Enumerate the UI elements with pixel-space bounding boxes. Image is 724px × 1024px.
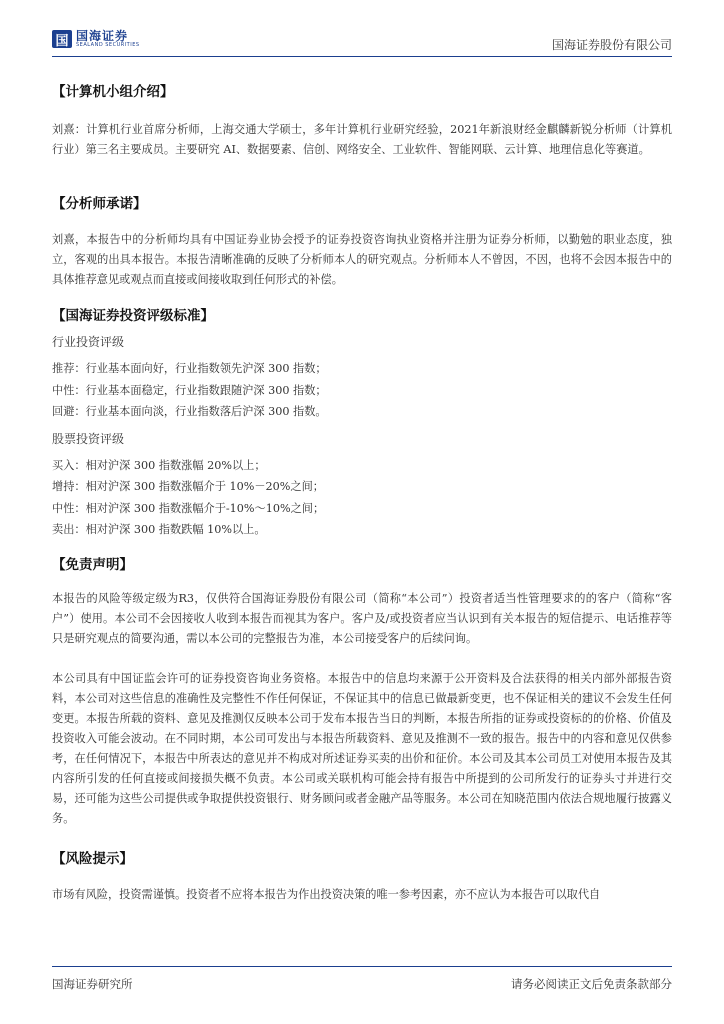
team-section-title: 【计算机小组介绍】 xyxy=(52,84,174,100)
disclaimer-section-title: 【免责声明】 xyxy=(52,556,133,573)
risk-section-title: 【风险提示】 xyxy=(52,850,133,867)
stock-rating-list xyxy=(52,455,672,541)
footer-institute: 国海证券研究所 xyxy=(52,977,133,991)
header-company-name: 国海证券股份有限公司 xyxy=(551,38,672,52)
risk-text: 市场有风险，投资需谨慎。投资者不应将本报告为作出投资决策的唯一参考因素，亦不应认为本报告可以取代自 xyxy=(52,887,601,901)
company-logo xyxy=(52,30,140,48)
page-header xyxy=(52,28,672,54)
industry-rating-title: 行业投资评级 xyxy=(52,335,125,349)
stock-rating-line: 卖出：相对沪深 300 指数跌幅 10%以上。 xyxy=(52,523,266,536)
header-divider xyxy=(52,56,672,57)
stock-rating-line: 增持：相对沪深 300 指数涨幅介于 10%－20%之间； xyxy=(52,480,324,493)
commitment-section-title: 【分析师承诺】 xyxy=(52,196,147,212)
logo-name-en: SEALAND SECURITIES xyxy=(76,42,140,48)
stock-rating-title: 股票投资评级 xyxy=(52,431,125,446)
industry-rating-line: 中性：行业基本面稳定，行业指数跟随沪深 300 指数； xyxy=(52,383,327,397)
industry-rating-line: 回避：行业基本面向淡，行业指数落后沪深 300 指数。 xyxy=(52,405,327,418)
disclaimer-paragraph-1: 本报告的风险等级定级为R3，仅供符合国海证券股份有限公司（简称“本公司”）投资者适当性管理要求的的客户（简称“客户”）使用。本公司不会因接收人收到本报告而视其为客户。客户及/或投资者应当认识到有关本报告的短信提示、电话推荐等只是研究观点的简要沟通，需以本公司的完整报告为准，本公司接受客户的后续问询。 xyxy=(52,591,672,645)
industry-rating-line: 推荐：行业基本面向好，行业指数领先沪深 300 指数； xyxy=(52,362,327,375)
rating-section-title: 【国海证券投资评级标准】 xyxy=(52,308,214,324)
stock-rating-line: 买入：相对沪深 300 指数涨幅 20%以上； xyxy=(52,458,266,472)
footer-disclaimer-note: 请务必阅读正文后免责条款部分 xyxy=(511,977,672,991)
page-content xyxy=(52,82,672,905)
industry-rating-list xyxy=(52,358,672,423)
disclaimer-paragraph-2: 本公司具有中国证监会许可的证券投资咨询业务资格。本报告中的信息均来源于公开资料及合法获得的相关内部外部报告资料，本公司对这些信息的准确性及完整性不作任何保证，不保证其中的信息已做最新变更，也不保证相关的建议不会发生任何变更。本报告所载的资料、意见及推测仅反映本公司于发布本报告当日的判断，本报告所指的证券或投资标的的价格、价值及投资收入可能会波动。在不同时期，本公司可发出与本报告所载资料、意见及推测不一致的报告。报告中的内容和意见仅供参考，在任何情况下，本报告中所表达的意见并不构成对所述证券买卖的出价和征价。本公司及其本公司员工对使用本报告及其内容所引发的任何直接或间接损失概不负责。本公司或关联机构可能会持有报告中所提到的公司所发行的证券头寸并进行交易，还可能为这些公司提供或争取提供投资银行、财务顾问或者金融产品等服务。本公司在知晓范围内依法合规地履行披露义务。 xyxy=(52,671,672,825)
stock-rating-line: 中性：相对沪深 300 指数涨幅介于-10%～10%之间； xyxy=(52,501,325,515)
commitment-text: 刘熹，本报告中的分析师均具有中国证券业协会授予的证券投资咨询执业资格并注册为证券分析师，以勤勉的职业态度，独立，客观的出具本报告。本报告清晰准确的反映了分析师本人的研究观点。分析师本人不曾因，不因，也将不会因本报告中的具体推荐意见或观点而直接或间接收取到任何形式的补偿。 xyxy=(52,233,672,286)
team-intro-text: 刘熹：计算机行业首席分析师，上海交通大学硕士，多年计算机行业研究经验，2021年新浪财经金麒麟新锐分析师（计算机行业）第三名主要成员。主要研究 AI、数据要素、信创、网络安全、工业软件、智能网联、云计算、地理信息化等赛道。 xyxy=(52,123,672,156)
logo-name-cn: 国海证券 xyxy=(76,29,129,43)
logo-mark-icon: 国 xyxy=(52,30,72,48)
footer-divider xyxy=(52,966,672,967)
